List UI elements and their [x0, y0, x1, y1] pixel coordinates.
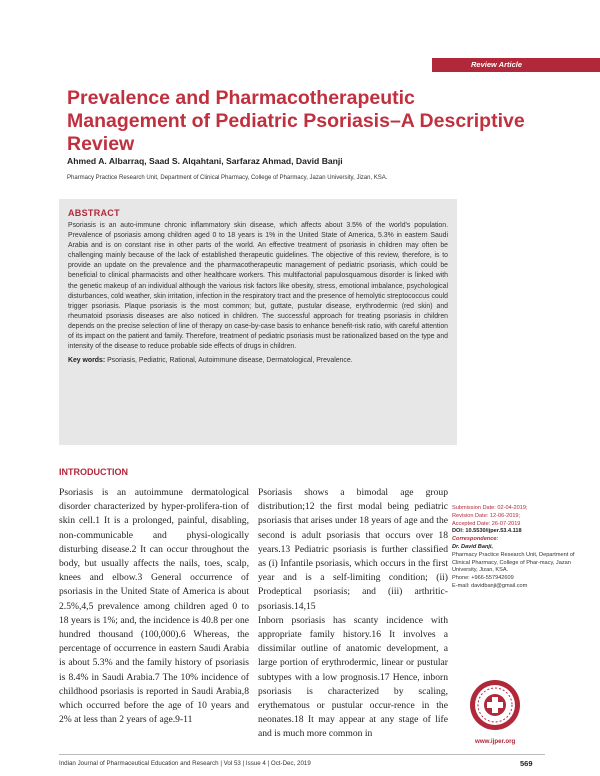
abstract-text: Psoriasis is an auto-immune chronic inflammatory skin disease, which affects about 3.5% of the world’s population. Prevalence of psoriasis among children aged 0 to 18 years is 1% in the United State of America, 5.3% in eastern Saudi Arabia and is on constant rise in other parts of the world. An effective treatment of psoriasis in children may often be challenging mainly because of the lack of established therapeutic guidelines. The objective of this review, therefore, is to provide an update on the prevalence and the pharmacotherapeutic management of pediatric psoriasis, which could be beneficial to clinical pharmacists and other healthcare workers. This multifactorial papulosquamous disorder is linked with the genetic makeup of an individual although the various risk factors like obesity, stress, emotional imbalance, psychological disturbances, cold weather, skin irritation, infection in the respiratory tract and the presence of hemolytic streptococcus could trigger psoriasis. Plaque psoriasis is the most common; but, guttate, pustular disease, erythrodermic (red skin) and rheumatoid psoriasis diseases are also noticed in children. The successful approach for treating psoriasis in children depends on the precise selection of line of therapy on case-by-case basis to enhance benefit-risk ratio, with careful attention of its impact on the patient and family. Therefore, treatment of pediatric psoriasis must be rationalized based on the type and intensity of the disease to reduce probable side effects of drugs in children. — [68, 222, 448, 351]
revision-date: Revision Date: 12-06-2019; — [452, 512, 521, 519]
page-number: 569 — [520, 759, 533, 768]
footer-divider — [59, 754, 545, 755]
journal-website[interactable]: www.ijper.org — [475, 738, 516, 745]
correspondent-address: Pharmacy Practice Research Unit, Department of Clinical Pharmacy, College of Phar-macy, Jazan University, Jizan, KSA. — [452, 551, 575, 574]
author-list: Ahmed A. Albarraq, Saad S. Alqahtani, Sarfaraz Ahmad, David Banji — [67, 156, 343, 166]
introduction-heading: INTRODUCTION — [59, 467, 128, 477]
intro-paragraph-3: Inborn psoriasis has scanty incidence with appropriate family history.16 It involves a dissimilar outline of anatomic development, a large portion of erythrodermic, linear or pustular subtypes with a low prognosis.17 Hence, inborn psoriasis is characterized by scaling, erythematous or pustular occur-rence in the neonates.18 It may appear at any stage of life and is much more common in — [258, 614, 448, 740]
doi[interactable]: DOI: 10.5530/ijper.53.4.118 — [452, 528, 522, 535]
correspondence-label: Correspondence: — [452, 536, 499, 543]
body-column-left — [59, 486, 249, 727]
abstract-heading: ABSTRACT — [68, 208, 120, 218]
correspondent-name: Dr. David Banji, — [452, 543, 494, 550]
keywords — [68, 356, 448, 366]
keywords-text: Psoriasis, Pediatric, Rational, Autoimmune disease, Dermatological, Prevalence. — [107, 357, 353, 365]
article-title: Prevalence and Pharmacotherapeutic Management of Pediatric Psoriasis–A Descriptive Review — [67, 87, 525, 155]
affiliation: Pharmacy Practice Research Unit, Department of Clinical Pharmacy, College of Pharmacy, Jazan University, Jizan, KSA. — [67, 175, 388, 181]
abstract-box — [59, 199, 457, 445]
article-type-badge — [432, 58, 600, 72]
intro-paragraph-2: Psoriasis shows a bimodal age group distribution;12 the first modal being pediatric psoriasis that arises under 18 years of age and the second is adult psoriasis that occurs over 18 years.13 Pediatric psoriasis is further classified as (i) Infantile psoriasis, which occurs in the first year and is a self-limiting condition; (ii) Prodeptical psoriasis; and (iii) arthritic-psoriasis.14,15 — [258, 487, 448, 612]
correspondent-phone: Phone: +966-557942609 — [452, 575, 514, 582]
body-column-right — [258, 486, 448, 742]
footer-journal-info: Indian Journal of Pharmaceutical Education and Research | Vol 53 | Issue 4 | Oct-Dec, 2019 — [59, 760, 311, 767]
journal-logo-icon — [468, 678, 522, 732]
accepted-date: Accepted Date: 26-07-2019 — [452, 520, 521, 527]
correspondent-email[interactable]: E-mail: davidbanji@gmail.com — [452, 582, 528, 589]
article-info-sidebar — [452, 505, 577, 591]
intro-paragraph-1: Psoriasis is an autoimmune dermatological disorder characterized by hyper-prolifera-tion of skin cell.1 It is a prolonged, painful, disabling, non-communicable and physi-ologically disturbing disease.2 It can occur throughout the body, but usually affects the nails, toes, scalp, knees and elbow.3 General occurrence of psoriasis in the United State of America is about 2.5%,4,5 prevalence among children aged 0 to 18 years is 1%; and, the incidence is 40.8 per one hundred thousand (100,000).6 Whereas, the percentage of occurrence in eastern Saudi Arabia is about 5.3% and the family history of psoriasis is 8.4% in Saudi Arabia.7 The 10% incidence of childhood psoriasis is reported in Saudi Arabia,8 which occurred before the age of 10 years and 2% at less than 2 years of age.9-11 — [59, 487, 249, 726]
submission-date: Submission Date: 02-04-2019; — [452, 505, 528, 511]
keywords-label: Key words: — [68, 357, 106, 365]
article-type-label: Review Article — [471, 60, 522, 69]
